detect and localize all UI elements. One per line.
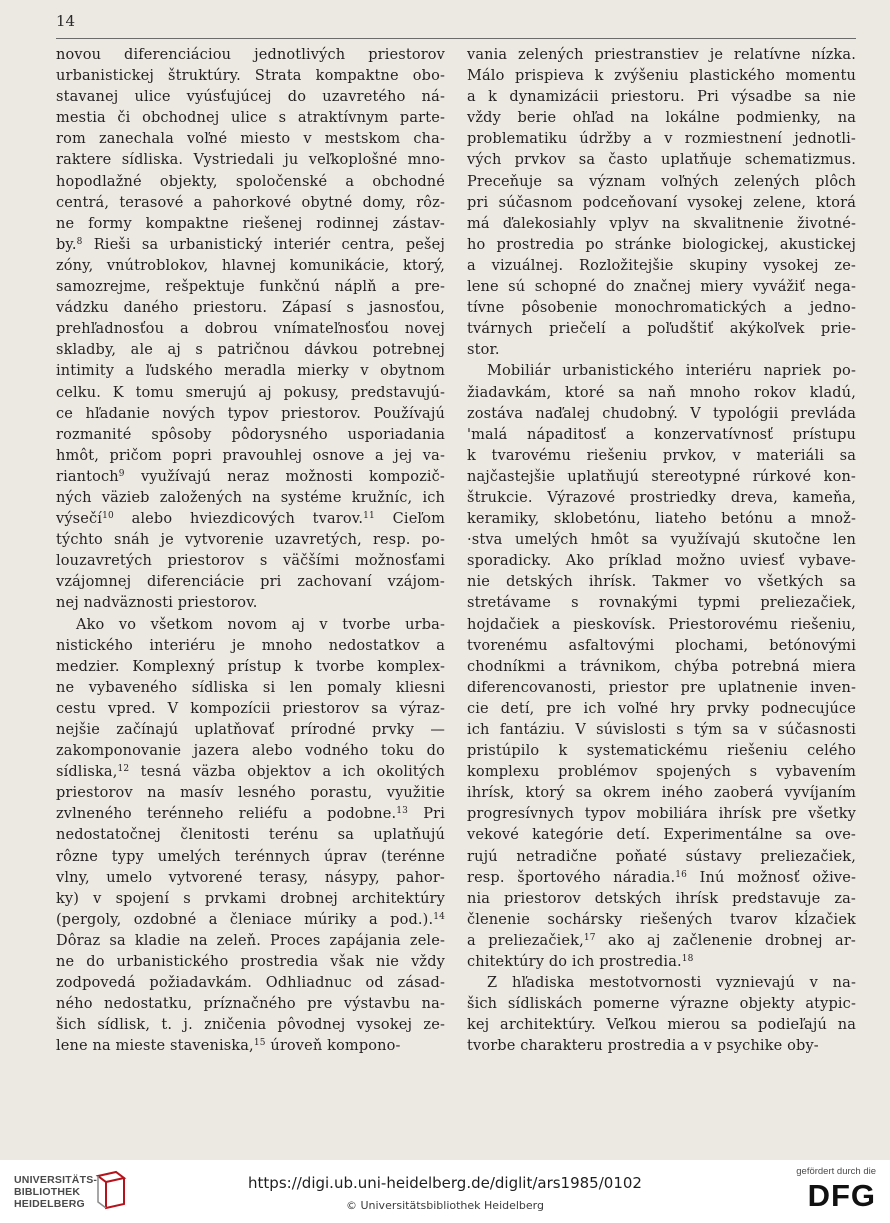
text-line: má ďalekosiahly vplyv na skvalitnenie životné- <box>467 215 856 232</box>
text-line: rôzne typy umelých terénnych úprav (terénne <box>56 848 445 865</box>
text-line: rom zanechala voľné miesto v mestskom cha- <box>56 131 445 148</box>
text-line: ihrísk, ktorý sa okrem iného zaoberá vyvíjaním <box>467 785 856 802</box>
footnote-ref: 11 <box>363 511 375 522</box>
text-line: ného nedostatku, príznačného pre výstavbu na- <box>56 996 445 1013</box>
text-line: vania zelených priestranstiev je relatívne nízka. <box>467 47 856 63</box>
text-line: pri súčasnom podceňovaní vysokej zelene, ktorá <box>467 194 856 211</box>
text-line: nejšie začínajú uplatňovať prírodné prvky — <box>56 722 445 738</box>
text-line: tvorbe charakteru prostredia a v psychike oby- <box>467 1038 819 1055</box>
text-line: priestorov na masív lesného porastu, využitie <box>56 785 445 802</box>
text-line: progresívnych typov mobiliára ihrísk pre všetky <box>467 806 856 823</box>
text-line: riantoch$^9$ využívajú neraz možnosti kompozič- <box>56 468 445 485</box>
text-line: resp. športového náradia.$^{16}$ Inú možnosť ožive- <box>467 869 856 886</box>
text-line: keramiky, sklobetónu, liateho betónu a množ- <box>467 511 856 528</box>
text-line: vých prvkov sa často uplatňuje schematizmus. <box>467 152 856 169</box>
text-line: stretávame s rovnakými typmi preliezačiek, <box>467 595 856 612</box>
funder-logo[interactable] <box>756 1166 876 1218</box>
text-line: stavanej ulice vyúsťujúcej do uzavretého ná- <box>56 89 445 106</box>
text-line: vzájomnej diferenciácie pri zachovaní vzájom- <box>56 574 445 591</box>
text-line: komplexu problémov spojených s vybavením <box>467 764 856 781</box>
text-line: cie detí, pre ich voľné hry prvky podnecujúce <box>467 700 856 717</box>
text-line: lene na mieste staveniska,$^{15}$ úroveň kompono- <box>56 1038 401 1055</box>
text-line: medzier. Komplexný prístup k tvorbe komplex- <box>56 658 445 675</box>
text-line: vlny, umelo vytvorené terasy, násypy, pahor- <box>56 869 445 886</box>
footnote-ref: 16 <box>675 869 687 880</box>
text-line: žiadavkám, ktoré sa naň mnoho rokov kladú, <box>467 384 856 401</box>
text-line: nej nadväznosti priestorov. <box>56 595 258 612</box>
text-column-left <box>56 45 445 1058</box>
text-line: ky) v spojení s prvkami drobnej architektúry <box>56 890 445 907</box>
text-line: ich fantáziu. V súvislosti s tým sa v súčasnosti <box>467 722 856 738</box>
text-line: centrá, terasové a pahorkové obytné domy, rôz- <box>56 194 445 211</box>
text-line: Preceňuje sa význam voľných zelených plôch <box>467 173 856 190</box>
footnote-ref: 9 <box>118 468 125 479</box>
text-line: k tvarovému riešeniu prvkov, v materiáli sa <box>467 447 856 464</box>
text-line: a preliezačiek,$^{17}$ ako aj začlenenie drobnej ar- <box>467 932 856 949</box>
text-line: najčastejšie uplatňujú stereotypné rúrkové kon- <box>467 468 856 485</box>
text-line: tívne pôsobenie monochromatických a jedno- <box>467 300 856 317</box>
text-line: diferencovanosti, priestor pre uplatnenie inven- <box>467 679 856 696</box>
text-line: samozrejme, rešpektuje funkčnú náplň a pre- <box>56 279 445 296</box>
text-line: tvárnych priečelí a poľudštiť akýkoľvek prie- <box>467 321 856 338</box>
dfg-logo-icon: DFG <box>807 1178 876 1213</box>
text-line: hmôt, pričom popri pravouhlej osnove a jej va- <box>56 447 445 464</box>
text-line: šich sídlisk, t. j. zničenia pôvodnej vysokej ze- <box>56 1017 445 1034</box>
text-line: louzavretých priestorov s väčšími možnosťami <box>56 553 445 570</box>
text-line: (pergoly, ozdobné a členiace múriky a pod.).$^{14}$ <box>56 911 445 928</box>
text-line: vždy berie ohľad na lokálne podmienky, na <box>467 110 856 127</box>
text-line: zodpovedá požiadavkám. Odhliadnuc od zásad- <box>56 975 445 992</box>
footnote-ref: 13 <box>396 806 408 817</box>
footnote-ref: 18 <box>681 954 694 965</box>
text-line: členenie sochársky riešených tvarov kĺzačiek <box>467 911 856 928</box>
text-line: 'malá nápaditosť a konzervatívnosť prístupu <box>467 426 856 443</box>
text-line: Z hľadiska mestotvornosti vyznievajú v na- <box>487 975 856 992</box>
text-line: intimity a ľudského meradla mierky v obytnom <box>56 363 445 380</box>
library-name-line: BIBLIOTHEK <box>14 1186 81 1198</box>
library-name-line: HEIDELBERG <box>14 1198 85 1210</box>
text-line: hopodlažné objekty, spoločenské a obchodné <box>56 173 445 190</box>
text-line: rujú netradične poňaté sústavy preliezačiek, <box>467 848 856 865</box>
text-line: zostáva naďalej chudobný. V typológii prevláda <box>467 405 856 422</box>
text-line: ne do urbanistického prostredia však nie vždy <box>56 954 445 971</box>
text-line: rozmanité spôsoby pôdorysného usporiadania <box>56 426 445 443</box>
text-line: lene sú schopné do značnej miery vyvážiť nega- <box>467 279 856 296</box>
text-line: ne vybaveného sídliska si len pomaly kliesni <box>56 679 445 696</box>
text-line: tvorenému asfaltovými plochami, betónovými <box>467 637 856 654</box>
text-line: vekové kategórie detí. Experimentálne sa ove- <box>467 827 856 844</box>
text-line: stor. <box>467 342 500 359</box>
text-line: zakomponovanie jazera alebo vodného toku do <box>56 743 445 760</box>
text-line: kej architektúry. Veľkou mierou sa podieľajú na <box>467 1017 856 1034</box>
text-line: Dôraz sa kladie na zeleň. Proces zapájania zele- <box>56 932 445 949</box>
text-line: chitektúry do ich prostredia.$^{18}$ <box>467 954 694 971</box>
text-line: vádzku daného priestoru. Zápasí s jasnosťou, <box>56 300 445 317</box>
text-line: a vizuálnej. Rozložitejšie skupiny vysokej ze- <box>467 257 856 274</box>
copyright-notice: © Universitätsbibliothek Heidelberg <box>345 1199 544 1212</box>
text-line: urbanistickej štruktúry. Strata kompaktne obo- <box>56 68 445 85</box>
text-line: skladby, ale aj s patričnou dávkou potrebnej <box>56 342 445 359</box>
footnote-ref: 15 <box>253 1038 266 1049</box>
text-line: Málo prispieva k zvýšeniu plastického momentu <box>467 68 856 85</box>
text-line: novou diferenciáciou jednotlivých priestorov <box>56 47 445 63</box>
text-line: hojdačiek a pieskovísk. Priestorovému riešeniu, <box>467 616 856 633</box>
text-line: ce hľadanie nových typov priestorov. Používajú <box>56 405 445 422</box>
text-line: nie detských ihrísk. Takmer vo všetkých sa <box>467 574 856 591</box>
text-line: ne formy kompaktne riešenej rodinnej zástav- <box>56 215 445 232</box>
footnote-ref: 8 <box>76 236 83 247</box>
text-line: zvlneného terénneho reliéfu a podobne.$^{13}$ Pri <box>56 806 445 823</box>
text-line: nia priestorov detských ihrísk predstavuje za- <box>467 890 856 907</box>
text-line: sporadicky. Ako príklad možno uviesť vybave- <box>467 553 856 570</box>
text-line: raktere sídliska. Vystriedali ju veľkoplošné mno- <box>56 152 445 169</box>
funder-label: gefördert durch die <box>796 1166 876 1177</box>
text-line: cestu vpred. V kompozícii priestorov sa výraz- <box>56 700 445 717</box>
text-line: Ako vo všetkom novom aj v tvorbe urba- <box>76 616 445 633</box>
text-line: ho prostredia po stránke biologickej, akustickej <box>467 236 856 253</box>
text-line: sídliska,$^{12}$ tesná väzba objektov a ich okolitých <box>56 764 445 781</box>
text-line: by.$^8$ Rieši sa urbanistický interiér centra, pešej <box>56 236 445 253</box>
text-line: zóny, vnútroblokov, hlavnej komunikácie, ktorý, <box>56 257 445 274</box>
footnote-ref: 10 <box>102 511 114 522</box>
footnote-ref: 17 <box>583 932 596 943</box>
text-column-right <box>467 45 856 1058</box>
header-rule <box>56 38 856 39</box>
text-line: Mobiliár urbanistického interiéru napriek po- <box>487 363 856 380</box>
permalink-url[interactable]: https://digi.ub.uni-heidelberg.de/diglit/ars1985/0102 <box>248 1174 642 1192</box>
text-line: pristúpilo k systematickému riešeniu celého <box>467 743 856 760</box>
text-line: prehľadnosťou a dobrou vnímateľnosťou novej <box>56 321 445 338</box>
text-line: celku. K tomu smerujú aj pokusy, predstavujú- <box>56 384 445 401</box>
text-line: a k dynamizácii priestoru. Pri výsadbe sa nie <box>467 89 856 106</box>
text-line: týchto snáh je vytvorenie uzavretých, resp. po- <box>56 532 445 549</box>
text-line: štrukcie. Výrazové prostriedky dreva, kameňa, <box>467 489 856 506</box>
text-line: ných väzieb založených na systéme kružníc, ich <box>56 489 445 506</box>
text-line: ·stva umelých hmôt sa využívajú skutočne len <box>467 532 856 549</box>
text-line: problematiku údržby a v rozmiestnení jednotli- <box>467 131 856 148</box>
library-name-line: UNIVERSITÄTS- <box>14 1174 98 1186</box>
viewer-footer <box>0 1160 890 1223</box>
text-line: výsečí$^{10}$ alebo hviezdicových tvarov.$^{11}$ Cieľom <box>56 511 445 528</box>
footnote-ref: 12 <box>117 764 130 775</box>
footnote-ref: 14 <box>433 911 445 922</box>
text-line: šich sídliskách pomerne výrazne objekty atypic- <box>467 996 856 1013</box>
text-line: nedostatočnej členitosti terénu sa uplatňujú <box>56 827 445 844</box>
text-line: nistického interiéru je mnoho nedostatkov a <box>56 637 445 654</box>
text-line: chodníkmi a trávnikom, chýba potrebná miera <box>467 658 856 675</box>
text-line: mestia či obchodnej ulice s atraktívnym parte- <box>56 110 445 127</box>
page-number: 14 <box>56 12 76 30</box>
